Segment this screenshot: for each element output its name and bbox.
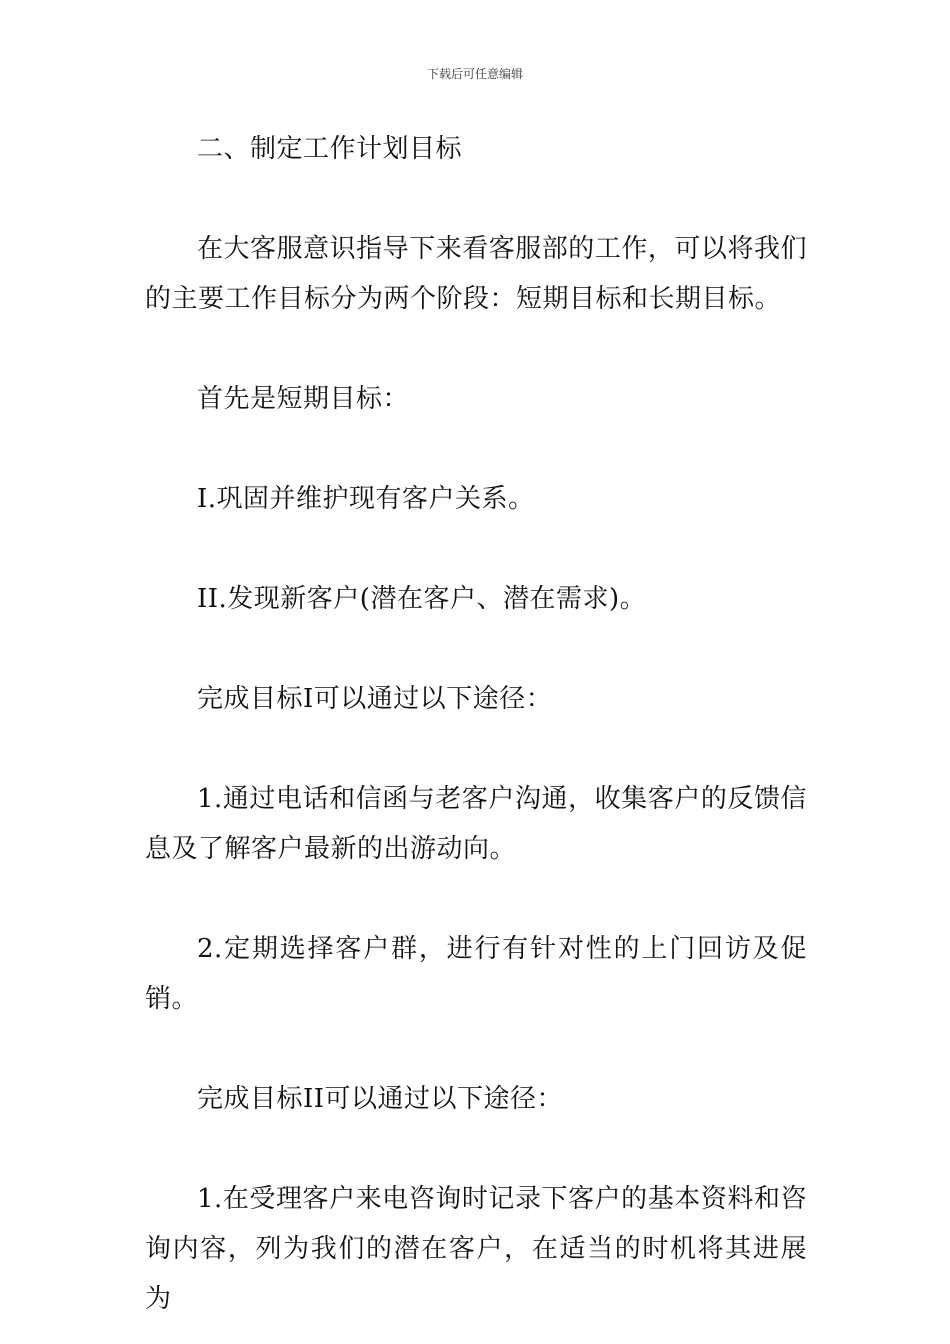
paragraph-gap [145, 1124, 807, 1174]
list-item: 1.通过电话和信函与老客户沟通，收集客户的反馈信息及了解客户最新的出游动向。 [145, 784, 807, 864]
page-header: 下载后可任意编辑 [426, 67, 523, 81]
paragraph: 首先是短期目标： [197, 384, 410, 414]
list-item: II.发现新客户(潜在客户、潜在需求)。 [197, 584, 647, 614]
list-item: 1.在受理客户来电咨询时记录下客户的基本资料和咨询内容，列为我们的潜在客户，在适当的时机将其进展为 [145, 1184, 807, 1314]
paragraph-gap [145, 1024, 807, 1074]
paragraph: 完成目标I可以通过以下途径： [197, 684, 553, 714]
paragraph-gap [145, 724, 807, 774]
paragraph: 在大客服意识指导下来看客服部的工作，可以将我们的主要工作目标分为两个阶段：短期目标和长期目标。 [145, 234, 807, 314]
paragraph-gap [145, 424, 807, 474]
section-heading: 二、制定工作计划目标 [197, 134, 463, 164]
list-item: I.巩固并维护现有客户关系。 [197, 484, 535, 514]
list-item: 2.定期选择客户群，进行有针对性的上门回访及促销。 [145, 934, 807, 1014]
paragraph-gap [145, 624, 807, 674]
paragraph-gap [145, 524, 807, 574]
paragraph-gap [145, 324, 807, 374]
paragraph-gap [145, 874, 807, 924]
paragraph: 完成目标II可以通过以下途径： [197, 1084, 564, 1114]
document-body [145, 124, 807, 1324]
paragraph-gap [145, 174, 807, 224]
